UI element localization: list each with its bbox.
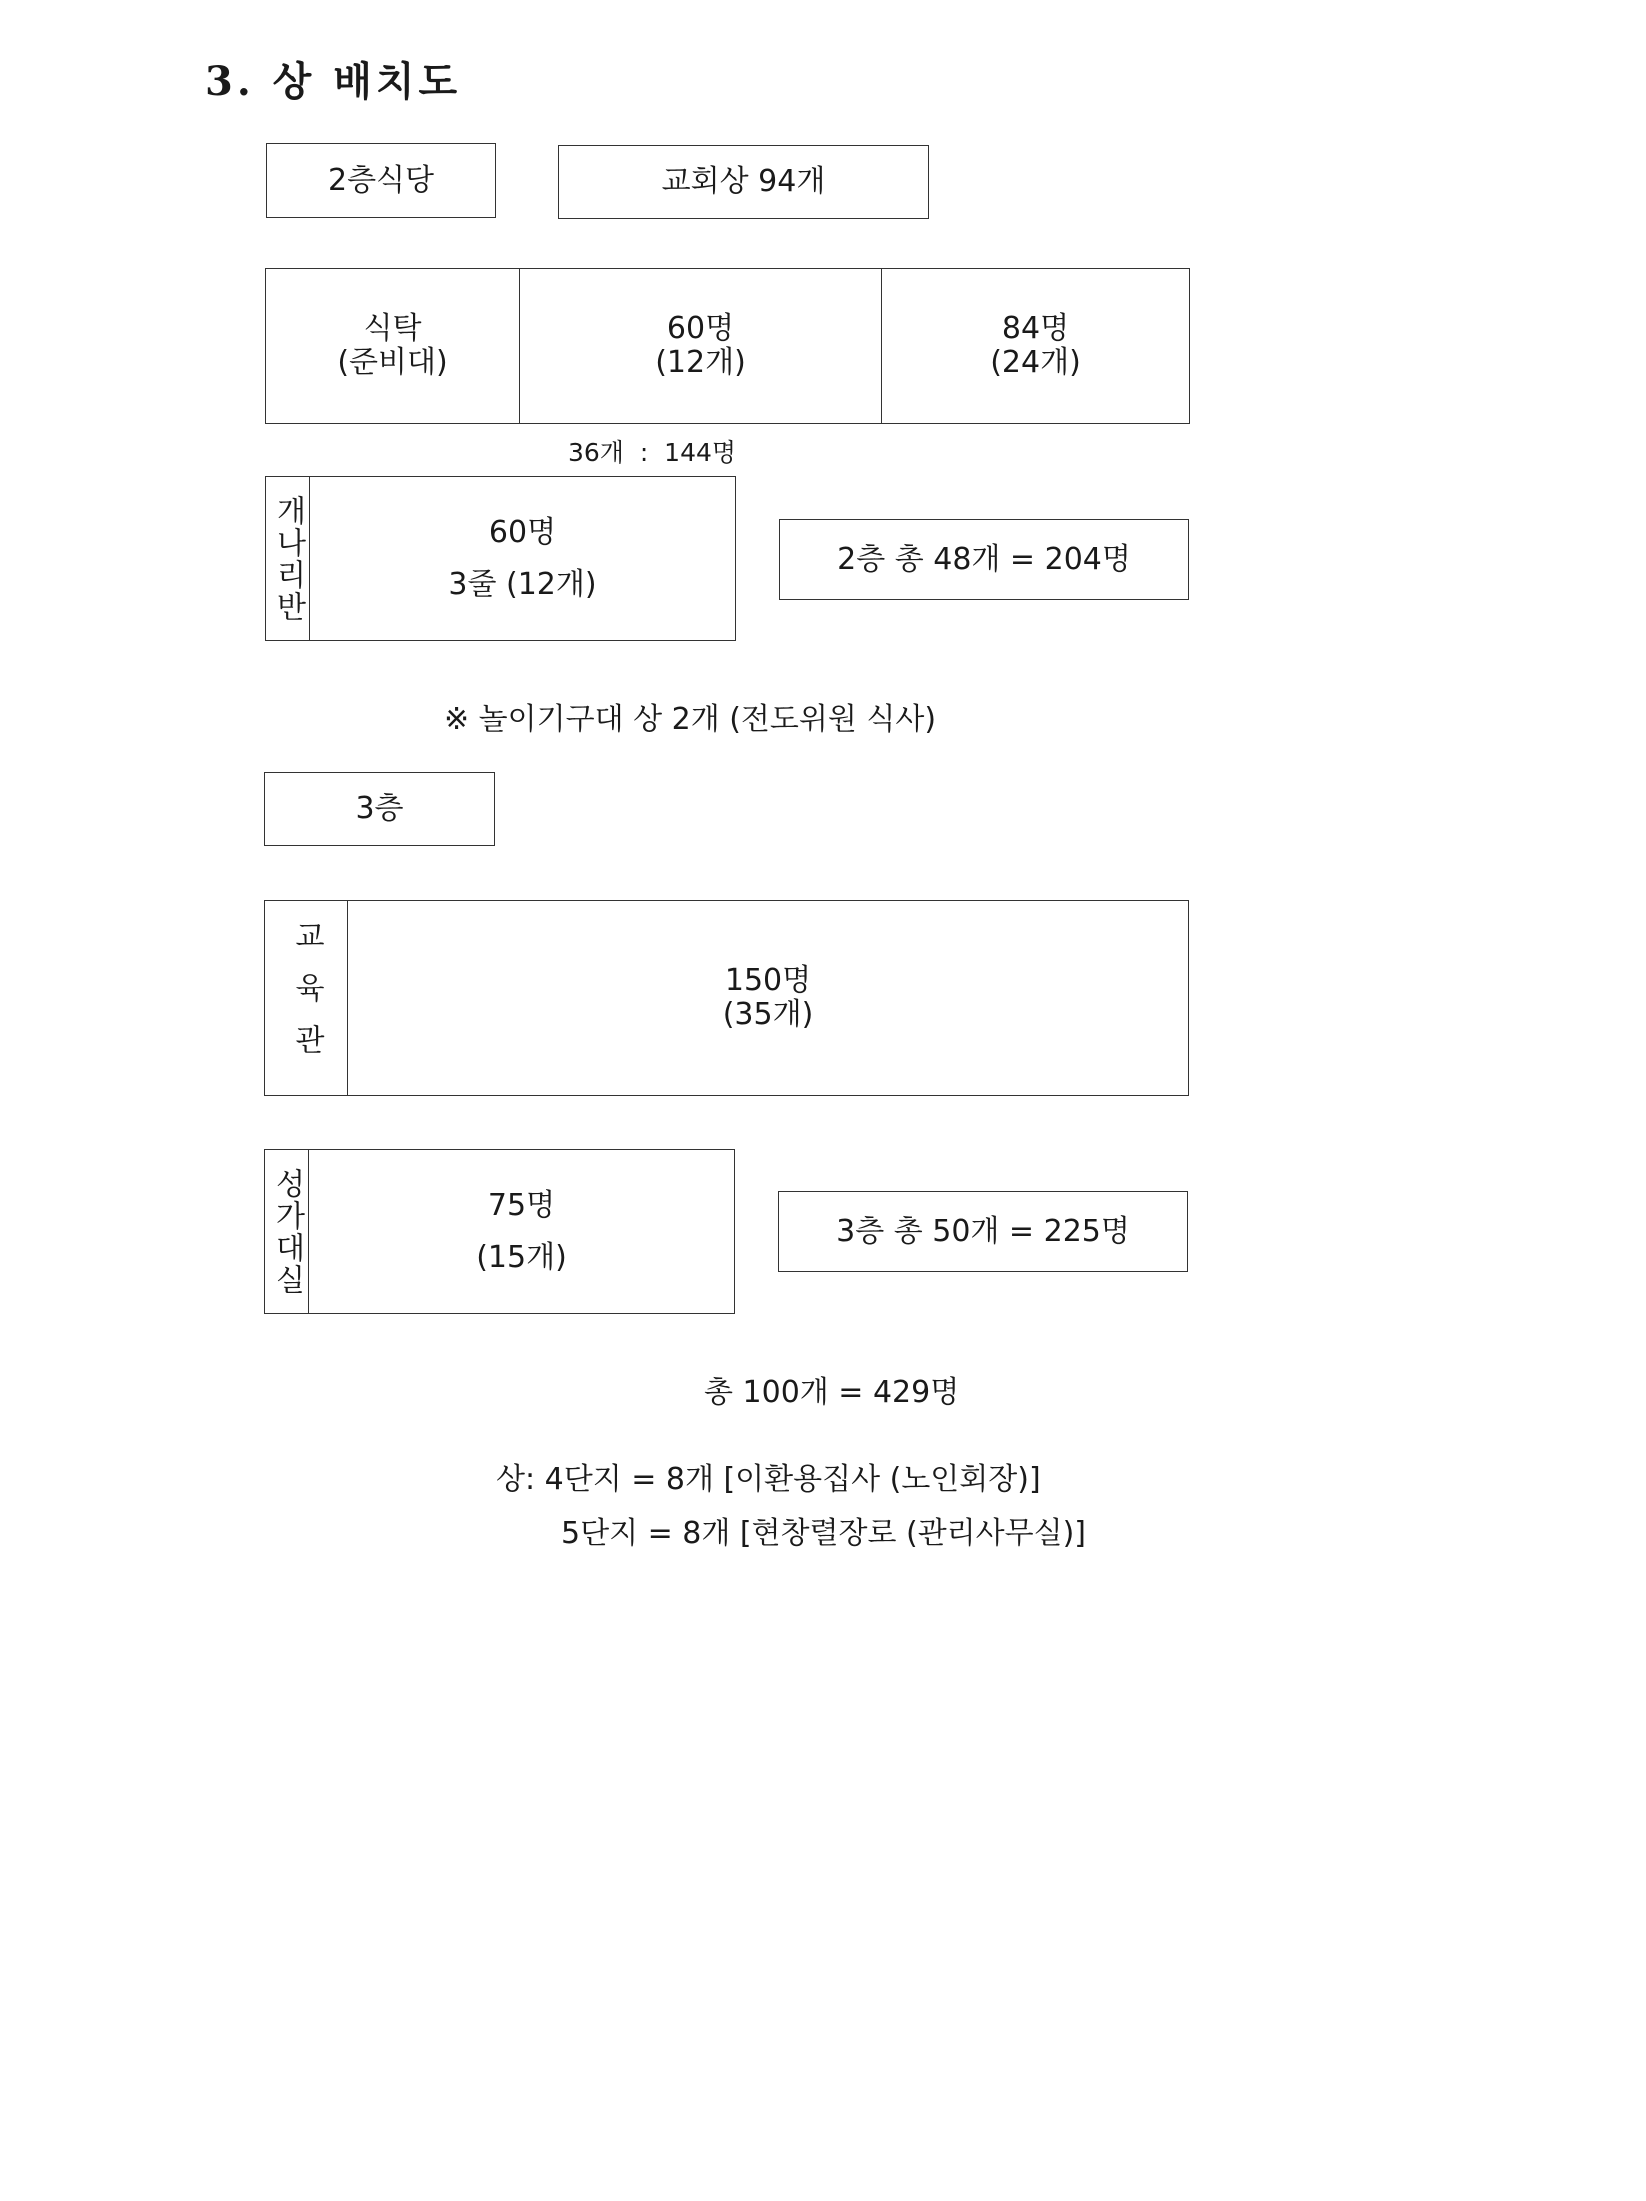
education-hall-people: 150명 [724, 963, 812, 998]
dining-section-84-tables: (24개) [990, 345, 1081, 380]
choir-room-label: 성가대실 [269, 1167, 305, 1296]
dining-section-84-people: 84명 [1001, 311, 1070, 346]
dining-section-60-cell [520, 269, 882, 423]
serving-table-sublabel: (준비대) [337, 345, 448, 380]
play-equipment-note: ※ 놀이기구대 상 2개 (전도위원 식사) [444, 702, 937, 737]
dining-section-60-people: 60명 [666, 311, 735, 346]
footer-line-complex5: 5단지 = 8개 [현창렬장로 (관리사무실)] [561, 1516, 1087, 1551]
gaenari-room-content [310, 477, 735, 640]
education-hall-label-cell [265, 901, 348, 1095]
choir-room [264, 1149, 735, 1314]
dining-section-84-cell [882, 269, 1189, 423]
church-table-box: 교회상 94개 [558, 145, 929, 219]
choir-room-content [309, 1150, 734, 1313]
floor2-dining-row [265, 268, 1190, 424]
grand-total: 총 100개 = 429명 [704, 1375, 960, 1410]
dining-section-60-tables: (12개) [655, 345, 746, 380]
gaenari-room-tables: 3줄 (12개) [448, 566, 597, 602]
serving-table-cell [266, 269, 520, 423]
education-hall [264, 900, 1189, 1096]
floor3-label-box: 3층 [264, 772, 495, 846]
serving-table-label: 식탁 [363, 311, 422, 346]
education-hall-label: 교육관 [289, 920, 324, 1076]
choir-room-tables: (15개) [476, 1239, 567, 1275]
dining-row-summary: 36개 : 144명 [568, 438, 737, 467]
gaenari-room-label-cell [266, 477, 310, 640]
floor3-total-box: 3층 총 50개 = 225명 [778, 1191, 1188, 1272]
floor2-total-box: 2층 총 48개 = 204명 [779, 519, 1189, 600]
education-hall-content [348, 901, 1188, 1095]
gaenari-room-label: 개나리반 [270, 494, 306, 623]
floor2-label-box: 2층식당 [266, 143, 496, 218]
page-title: 3. 상 배치도 [205, 58, 462, 105]
education-hall-tables: (35개) [722, 997, 814, 1032]
choir-room-label-cell [265, 1150, 309, 1313]
gaenari-room [265, 476, 736, 641]
choir-room-people: 75명 [487, 1187, 556, 1223]
footer-line-complex4: 상: 4단지 = 8개 [이환용집사 (노인회장)] [496, 1462, 1041, 1497]
gaenari-room-people: 60명 [488, 514, 557, 550]
